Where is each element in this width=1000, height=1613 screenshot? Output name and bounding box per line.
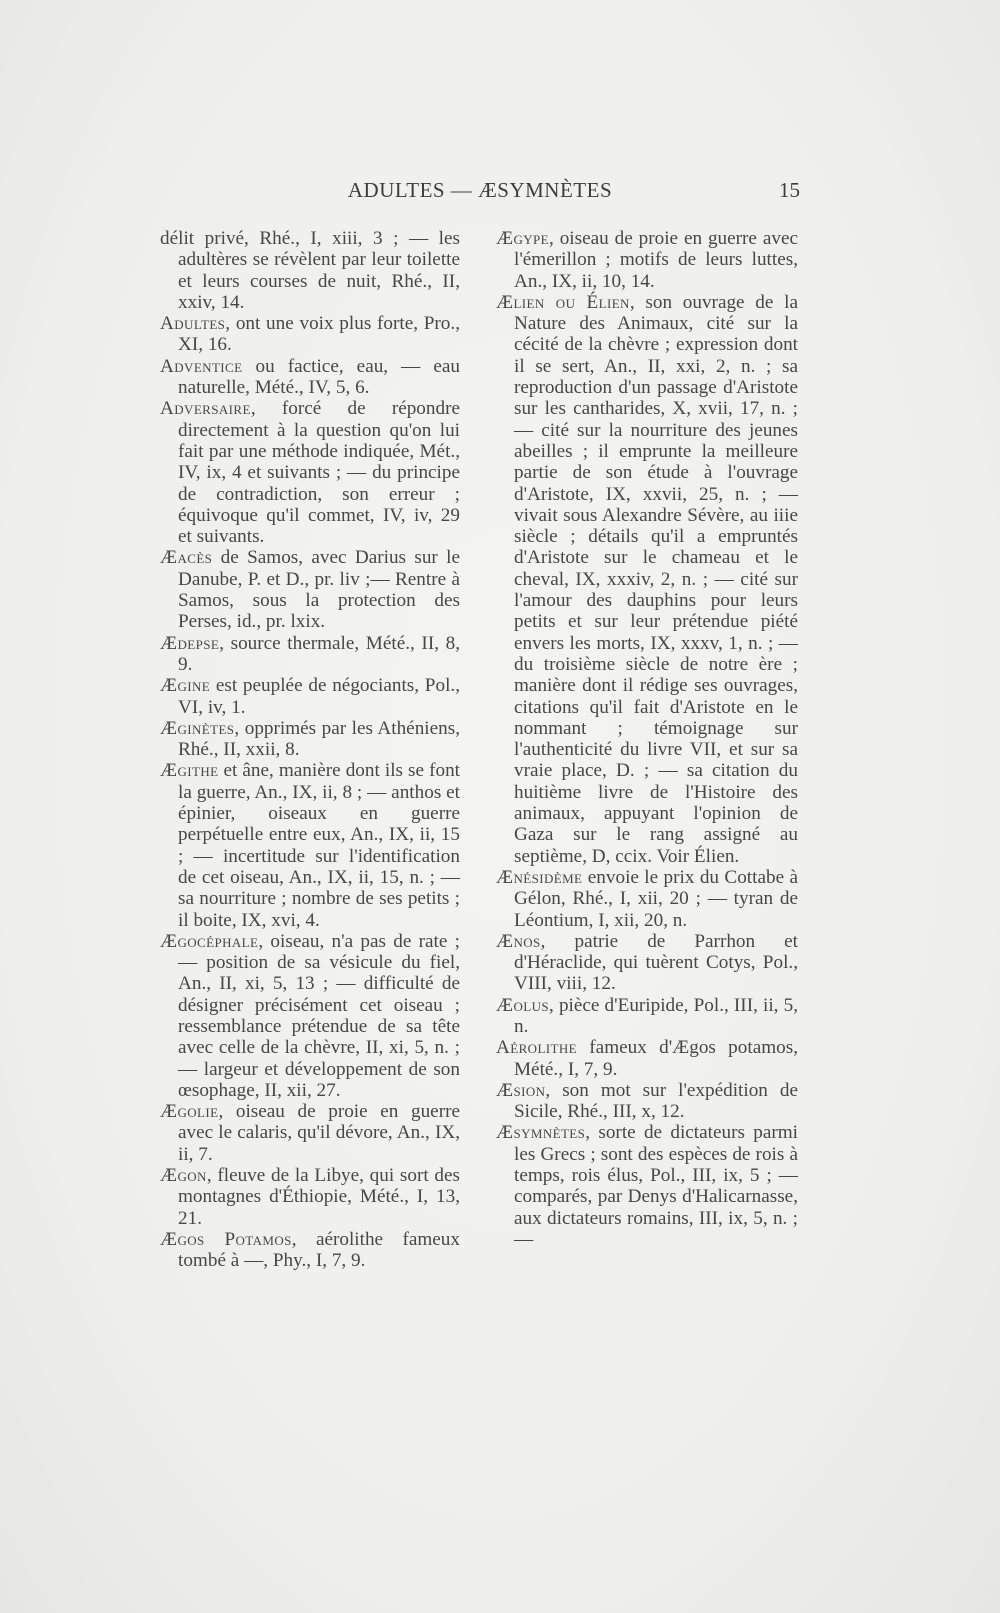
index-entry [160, 633, 460, 676]
entry-headword: Æsymnètes [496, 1122, 586, 1144]
index-entry [496, 1122, 798, 1250]
entry-headword: Ægos Potamos [160, 1228, 292, 1250]
entry-headword: Ænésidème [496, 866, 583, 888]
entry-text: fameux d'Ægos potamos, Mété., I, 7, 9. [514, 1037, 798, 1080]
index-entry [160, 1229, 460, 1272]
entry-headword: Ægocéphale [160, 930, 259, 952]
index-entry [496, 867, 798, 931]
entry-headword: Ægon [160, 1165, 207, 1187]
entry-headword: Ædepse [160, 632, 220, 654]
entry-headword: Æsion [496, 1079, 546, 1101]
running-head [160, 178, 800, 208]
entry-headword: Aérolithe [496, 1037, 577, 1059]
entry-text: délit privé, Rhé., I, xiii, 3 ; — les adultères se révèlent par leur toilette et leurs courses de nuit, Rhé., II, xxiv, 14. [160, 228, 460, 313]
entry-headword: Æginètes [160, 717, 235, 739]
entry-text: , aérolithe fameux tombé à —, Phy., I, 7, 9. [178, 1228, 460, 1272]
index-entry [496, 1080, 798, 1123]
entry-headword: Adventice [160, 355, 243, 377]
entry-headword: Ælien ou Élien [496, 291, 630, 313]
entry-text: , ont une voix plus forte, Pro., XI, 16. [178, 313, 460, 356]
entry-text: , patrie de Parrhon et d'Héraclide, qui tuèrent Cotys, Pol., VIII, viii, 12. [514, 930, 798, 995]
entry-text: ou factice, eau, — eau naturelle, Mété., IV, 5, 6. [178, 355, 460, 399]
page-title: ADULTES — ÆSYMNÈTES [347, 178, 613, 202]
entry-text: , sorte de dictateurs parmi les Grecs ; sont des espèces de rois à temps, rois élus, Pol., III, ix, 5 ; — comparés, par Denys d'Halicarnasse, aux dictateurs romains, III, ix, 5, n. ; — [514, 1122, 798, 1250]
index-entry [496, 931, 798, 995]
index-entry [496, 292, 798, 867]
entry-text: de Samos, avec Darius sur le Danube, P. et D., pr. liv ;— Rentre à Samos, sous la protection des Perses, id., pr. lxix. [178, 547, 460, 633]
entry-text: , oiseau, n'a pas de rate ; — position de sa vésicule du fiel, An., II, xi, 5, 13 ; — difficulté de désigner précisément cet oiseau ; ressemblance prétendue de sa tête avec celle de la chèvre, II, xi, 5, n. ; — largeur et développement de son œsophage, II, xii, 27. [178, 930, 460, 1101]
index-entry [160, 313, 460, 356]
index-entry [496, 1037, 798, 1080]
entry-headword: Ægype [496, 228, 550, 249]
entry-text: , son mot sur l'expédition de Sicile, Rhé., III, x, 12. [514, 1079, 798, 1123]
right-column [496, 228, 798, 1250]
entry-headword: Adultes [160, 313, 226, 335]
index-entry [160, 931, 460, 1101]
entry-text: , forcé de répondre directement à la question qu'on lui fait par une méthode indiquée, Mét., IV, ix, 4 et suivants ; — du principe de contradiction, son erreur ; équivoque qu'il commet, IV, iv, 29 et suivants. [178, 398, 460, 548]
index-entry [160, 718, 460, 761]
entry-text: et âne, manière dont ils se font la guerre, An., IX, ii, 8 ; — anthos et épinier, oiseaux en guerre perpétuelle entre eux, An., IX, ii, 15 ; — incertitude sur l'identification de cet oiseau, An., IX, ii, 15, n. ; — sa nourriture ; nombre de ses petits ; il boite, IX, xvi, 4. [178, 760, 460, 931]
index-entry [160, 356, 460, 399]
entry-headword: Ægolie [160, 1101, 219, 1123]
index-entry [496, 228, 798, 292]
index-entry [160, 228, 460, 313]
entry-text: , son ouvrage de la Nature des Animaux, cité sur la cécité de la chèvre ; expression dont il se sert, An., II, xxi, 2, n. ; sa reproduction d'un passage d'Aristote sur les cantharides, X, xvii, 17, n. ; — cité sur la nourriture des jeunes abeilles ; il emprunte la meilleure partie de son étude à l'ouvrage d'Aristote, IX, xxvii, 25, n. ; — vivait sous Alexandre Sévère, au iiie siècle ; détails qu'il a empruntés d'Aristote sur le chameau et le cheval, IX, xxxiv, 2, n. ; — cité sur l'amour des dauphins pour leurs petits et sur leur prétendue piété envers les morts, IX, xxxv, 1, n. ; — du troisième siècle de notre ère ; manière dont il rédige ses ouvrages, citations qu'il fait d'Aristote en le nommant ; témoignage sur l'authenticité du livre VII, et sur sa vraie place, D. ; — sa citation du huitième livre de l'Histoire des animaux, appuyant l'opinion de Gaza sur le rang assigné au septième, D, ccix. Voir Élien. [514, 291, 798, 867]
entry-headword: Adversaire [160, 398, 251, 420]
index-entry [160, 1165, 460, 1229]
entry-text: , fleuve de la Libye, qui sort des montagnes d'Éthiopie, Mété., I, 13, 21. [178, 1165, 460, 1229]
entry-headword: Æacès [160, 547, 213, 569]
entry-text: , opprimés par les Athéniens, Rhé., II, xxii, 8. [178, 717, 460, 761]
index-entry [496, 995, 798, 1038]
entry-headword: Ægine [160, 675, 211, 697]
entry-text: , oiseau de proie en guerre avec le calaris, qu'il dévore, An., IX, ii, 7. [178, 1101, 460, 1165]
index-entry [160, 1101, 460, 1165]
index-entry [160, 675, 460, 718]
left-column [160, 228, 460, 1272]
entry-text: est peuplée de négociants, Pol., VI, iv, 1. [178, 675, 460, 718]
index-entry [160, 398, 460, 547]
entry-headword: Ænos [496, 930, 541, 952]
entry-text: envoie le prix du Cottabe à Gélon, Rhé., I, xii, 20 ; — tyran de Léontium, I, xii, 20, n. [514, 866, 798, 931]
index-entry [160, 760, 460, 930]
entry-headword: Æolus [496, 994, 550, 1016]
entry-text: , pièce d'Euripide, Pol., III, ii, 5, n. [514, 994, 798, 1037]
entry-text: , oiseau de proie en guerre avec l'émerillon ; motifs de leurs luttes, An., IX, ii, 10, 14. [514, 228, 798, 292]
entry-headword: Ægithe [160, 760, 219, 782]
page-number: 15 [779, 178, 800, 202]
index-entry [160, 547, 460, 632]
entry-text: , source thermale, Mété., II, 8, 9. [178, 632, 460, 675]
